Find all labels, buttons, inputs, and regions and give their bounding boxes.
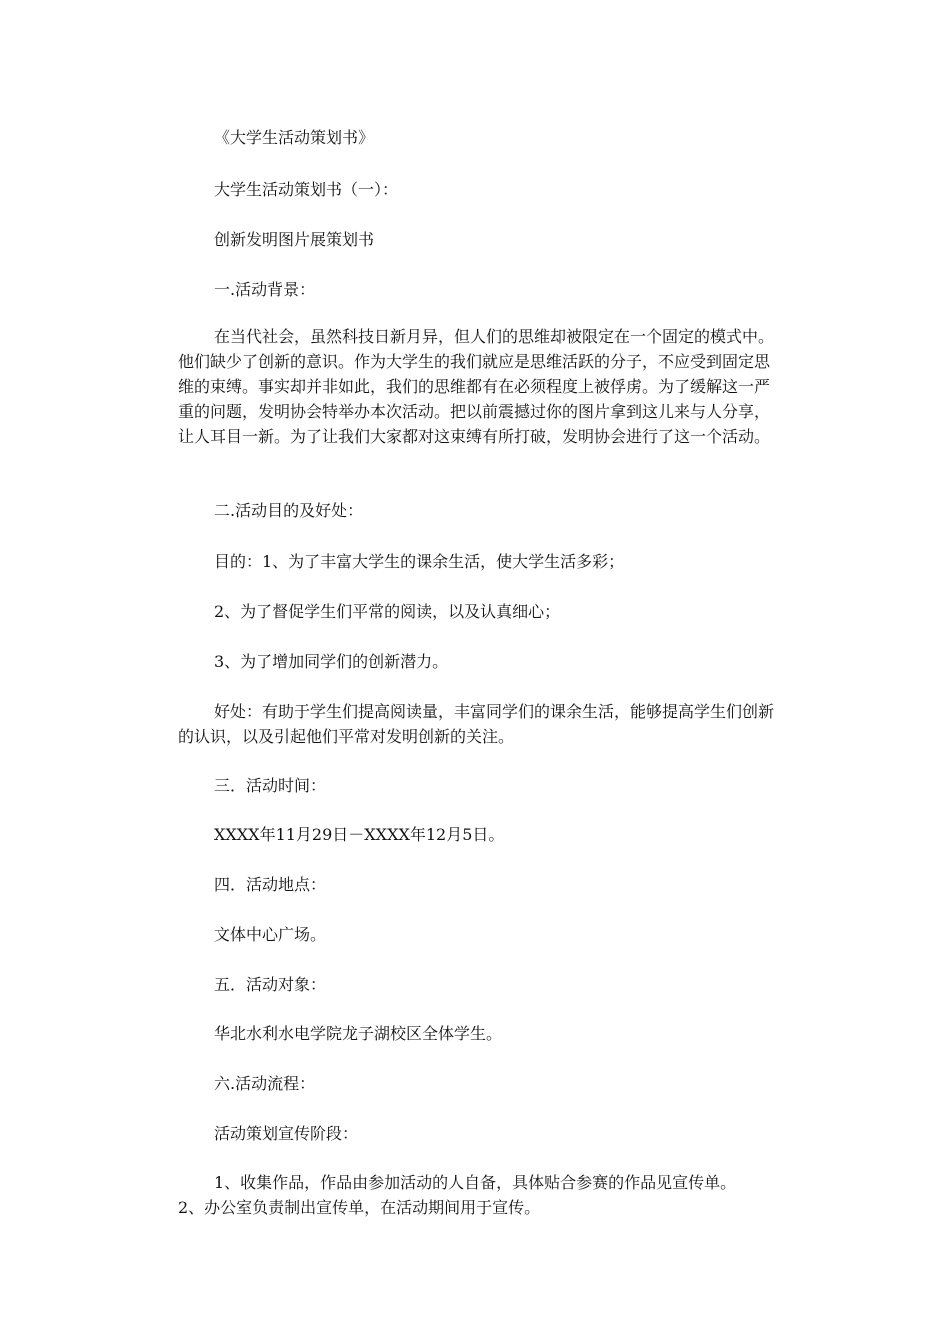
plan-name: 创新发明图片展策划书 xyxy=(214,230,375,249)
section-3-body: XXXX年11月29日－XXXX年12月5日。 xyxy=(214,825,505,844)
benefit-paragraph: 好处：有助于学生们提高阅读量，丰富同学们的课余生活，能够提高学生们创新的认识，以及引起他们平常对发明创新的关注。 xyxy=(178,702,775,746)
purpose-item-3: 3、为了增加同学们的创新潜力。 xyxy=(214,652,449,671)
stage-item-2: 2、办公室负责制出宣传单，在活动期间用于宣传。 xyxy=(178,1198,541,1217)
document-subtitle: 大学生活动策划书（一）： xyxy=(214,180,399,199)
section-6-heading: 六.活动流程： xyxy=(214,1074,316,1093)
stage-item-1: 1、收集作品，作品由参加活动的人自备，具体贴合参赛的作品见宣传单。 xyxy=(214,1173,737,1192)
section-4-body: 文体中心广场。 xyxy=(214,925,327,944)
section-3-heading: 三．活动时间： xyxy=(214,776,327,795)
section-2-heading: 二.活动目的及好处： xyxy=(214,501,364,520)
stage-heading: 活动策划宣传阶段： xyxy=(214,1124,359,1143)
section-1-body: 在当代社会，虽然科技日新月异，但人们的思维却被限定在一个固定的模式中。他们缺少了创新的意识。作为大学生的我们就应是思维活跃的分子，不应受到固定思维的束缚。事实却并非如此，我们的思维都有在必须程度上被俘虏。为了缓解这一严重的问题，发明协会特举办本次活动。把以前震撼过你的图片拿到这儿来与人分享，让人耳目一新。为了让我们大家都对这束缚有所打破，发明协会进行了这一个活动。 xyxy=(178,327,775,446)
section-5-heading: 五．活动对象： xyxy=(214,975,327,994)
section-1-heading: 一.活动背景： xyxy=(214,280,316,299)
document-title: 《大学生活动策划书》 xyxy=(214,128,375,147)
section-5-body: 华北水利水电学院龙子湖校区全体学生。 xyxy=(214,1024,503,1043)
purpose-item-2: 2、为了督促学生们平常的阅读，以及认真细心； xyxy=(214,602,561,621)
section-4-heading: 四．活动地点： xyxy=(214,875,327,894)
purpose-item-1: 目的：1、为了丰富大学生的课余生活，使大学生活多彩； xyxy=(214,552,625,571)
